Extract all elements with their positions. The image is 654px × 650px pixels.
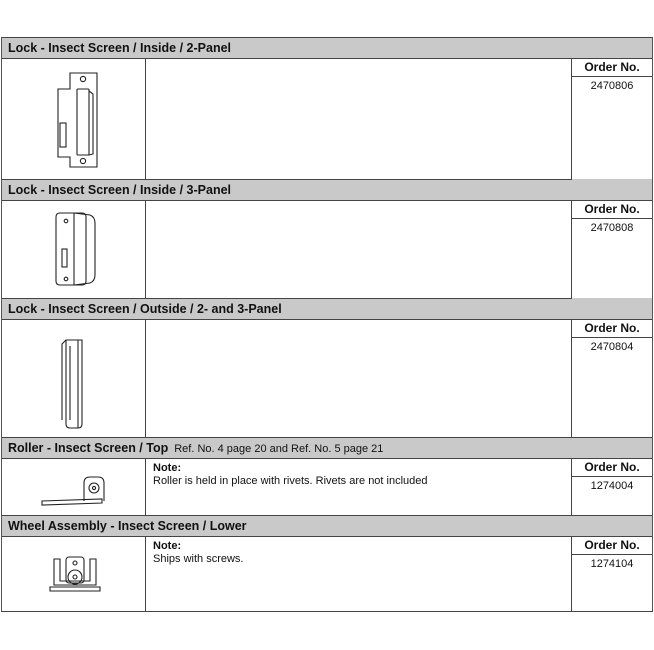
item-header [2,179,652,201]
item-image-cell [2,59,146,179]
catalog-item [1,515,653,611]
item-image-cell [2,201,146,298]
note-label: Note: [153,540,182,552]
lock-3-panel-icon [2,201,145,298]
item-title: Lock - Insect Screen / Inside / 3-Panel [8,183,231,197]
order-column [571,201,652,298]
item-description [146,201,571,298]
item-reference: Ref. No. 4 page 20 and Ref. No. 5 page 21 [174,443,384,455]
order-header: Order No. [572,201,652,219]
item-title: Roller - Insect Screen / Top [8,441,169,455]
table-bottom-border [1,611,653,612]
note-text: Ships with screws. [153,553,244,565]
order-header: Order No. [572,459,652,477]
note-text: Roller is held in place with rivets. Rivets are not included [153,475,428,487]
order-number: 1274004 [590,480,634,492]
order-number: 1274104 [590,558,634,570]
item-title: Lock - Insect Screen / Outside / 2- and 3-Panel [8,302,282,316]
order-header: Order No. [572,320,652,338]
item-image-cell [2,459,146,515]
order-header: Order No. [572,59,652,77]
item-title: Wheel Assembly - Insect Screen / Lower [8,519,247,533]
item-image-cell [2,537,146,611]
order-number: 2470804 [590,341,634,353]
item-header [2,437,652,459]
catalog-item [1,298,653,437]
parts-catalog [1,37,653,612]
order-column [571,59,652,179]
item-header [2,298,652,320]
wheel-assembly-icon [2,537,145,611]
order-column [571,537,652,611]
item-image-cell [2,320,146,437]
order-column [571,459,652,515]
outside-lock-icon [2,320,145,437]
catalog-item [1,37,653,179]
roller-icon [2,459,145,515]
item-header [2,515,652,537]
item-header [2,37,652,59]
order-header: Order No. [572,537,652,555]
item-title: Lock - Insect Screen / Inside / 2-Panel [8,41,231,55]
note-label: Note: [153,462,182,474]
item-description [146,537,571,611]
catalog-item [1,437,653,515]
order-number: 2470808 [590,222,634,234]
catalog-item [1,179,653,298]
item-description [146,320,571,437]
lock-2-panel-icon [2,59,145,179]
item-description [146,59,571,179]
order-column [571,320,652,437]
order-number: 2470806 [590,80,634,92]
item-description [146,459,571,515]
